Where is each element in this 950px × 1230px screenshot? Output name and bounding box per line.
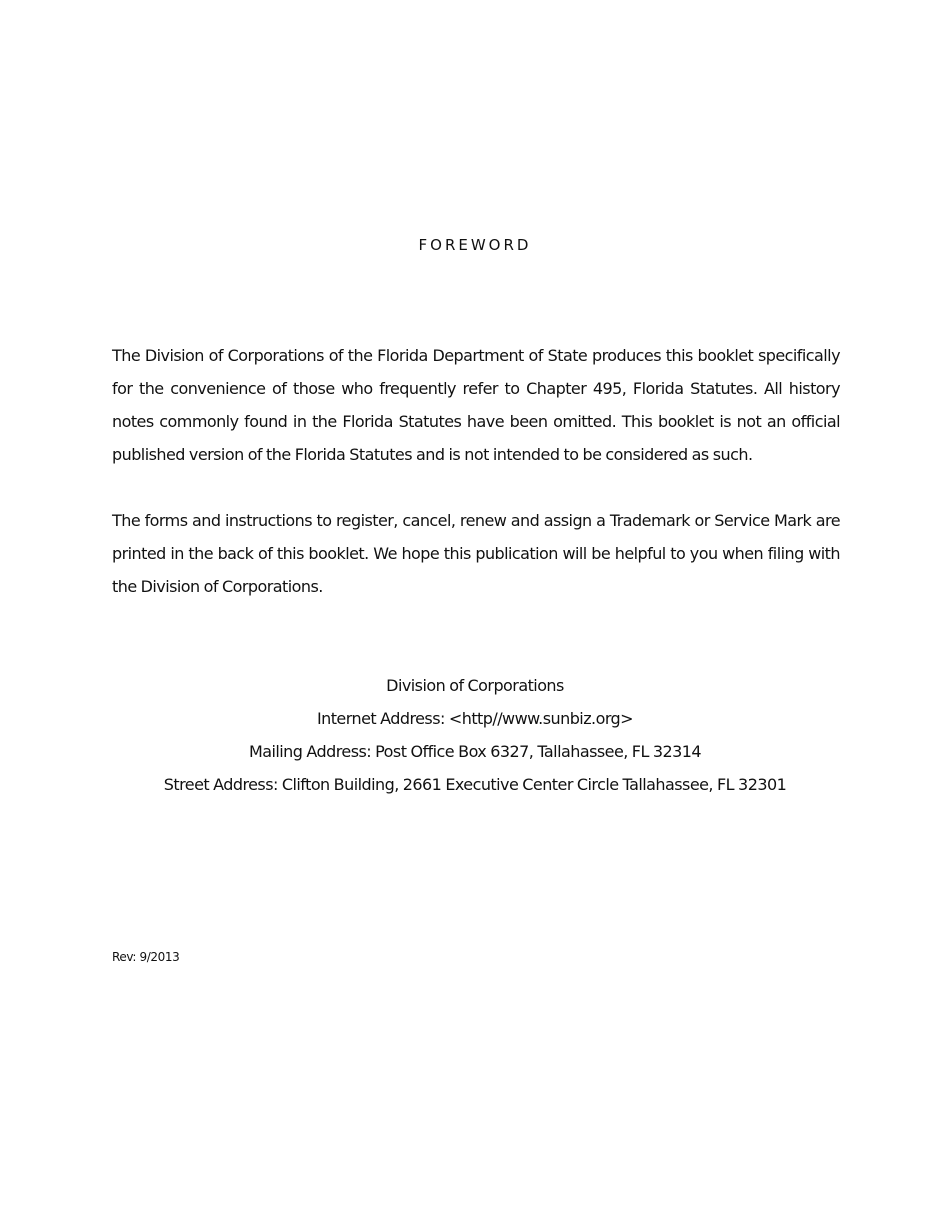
- page-title: FOREWORD: [418, 236, 532, 254]
- revision-date: Rev: 9/2013: [112, 950, 180, 964]
- intro-paragraph: The Division of Corporations of the Florida Department of State produces this booklet specifically for the convenience of those who frequently refer to Chapter 495, Florida Statutes. All history notes commonly found in the Florida Statutes have been omitted. This booklet is not an official published version of the Florida Statutes and is not intended to be considered as such.: [112, 346, 840, 464]
- mailing-address: Mailing Address: Post Office Box 6327, Tallahassee, FL 32314: [248, 742, 702, 761]
- contact-block: [0, 669, 950, 801]
- division-name: Division of Corporations: [386, 676, 564, 695]
- forms-paragraph: The forms and instructions to register, cancel, renew and assign a Trademark or Service Mark are printed in the back of this booklet. We hope this publication will be helpful to you when filing with the Division of Corporations.: [112, 511, 840, 596]
- internet-address: Internet Address: <http//www.sunbiz.org>: [316, 709, 634, 728]
- street-address: Street Address: Clifton Building, 2661 Executive Center Circle Tallahassee, FL 32301: [163, 775, 787, 794]
